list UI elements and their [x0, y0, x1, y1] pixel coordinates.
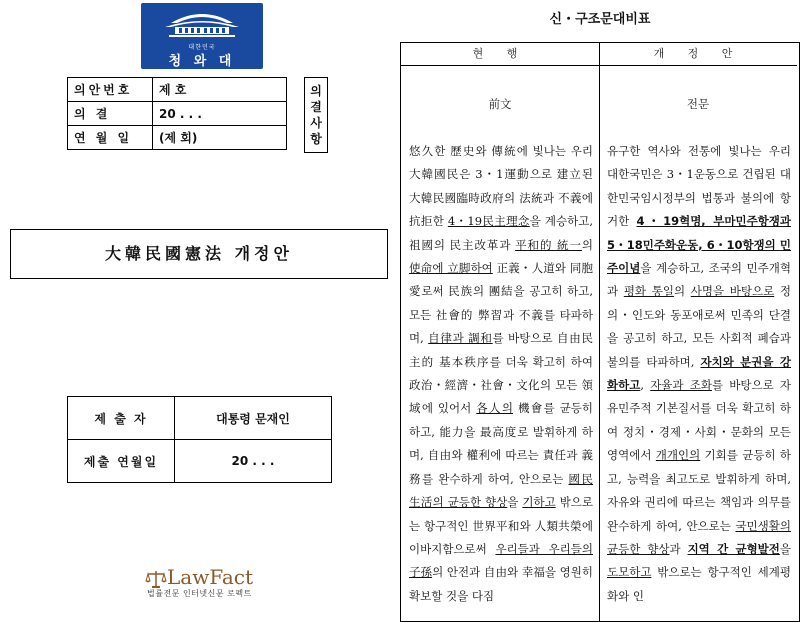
bill-number-label: 의안번호 [68, 78, 153, 102]
text-segment: 正義・人道와 同胞愛로써 民族의 團結을 공고히 하고, 모든 社會的 弊習과 不義를 타파하며, [409, 261, 594, 346]
text-segment: , [640, 378, 651, 393]
bold-amendment-text: 4・19혁명, 부마민주항쟁과 5・18민주화운동, 6・10항쟁의 민주이념 [607, 214, 792, 276]
current-preamble-text [401, 140, 599, 608]
text-segment: 의 [673, 284, 691, 299]
table-row [68, 397, 332, 440]
underlined-text: 4・19民主理念 [447, 214, 530, 229]
comparison-title: 신・구조문대비표 [549, 12, 651, 27]
lawfact-tagline: 법률전문 인터넷신문 로펙트 [147, 589, 252, 598]
scales-icon [145, 569, 167, 589]
bold-amendment-text: 자치와 분권을 강화하고 [607, 354, 791, 393]
text-segment: 밖으로는 항구적인 世界平和와 人類共榮에 이바지함으로써 [409, 495, 594, 556]
bold-amendment-text: 지역 간 균형발전 [687, 541, 780, 556]
lawfact-logo [145, 565, 270, 605]
underlined-text: 各人의 [476, 401, 513, 416]
underlined-text: 使命에 立脚하여 [409, 261, 493, 276]
table-row [68, 126, 287, 150]
resolution-char: 결 [310, 100, 322, 114]
proposed-header: 개 정 안 [599, 43, 797, 66]
text-segment: 의 [581, 237, 594, 252]
underlined-text: 國民生活의 균등한 향상 [409, 471, 594, 510]
text-segment: 을 계승하고, 조국의 민주개혁과 [607, 261, 791, 299]
proposed-preamble-text [599, 140, 797, 608]
table-row [68, 102, 287, 126]
session-value: (제 회) [153, 126, 287, 150]
current-section-title: 前文 [488, 97, 512, 111]
text-segment: 유구한 역사와 전통에 빛나는 우리 대한국민은 3・1운동으로 건립된 대한민국임시정부의 법통과 불의에 항거한 [607, 144, 791, 229]
underlined-text: 平和的 統一 [515, 237, 582, 252]
text-segment: 밖으로는 항구적인 세계평화와 인 [607, 565, 791, 603]
table-row [68, 78, 287, 102]
resolution-label: 의 결 [68, 102, 153, 126]
text-segment: 을 계승하고, 祖國의 民主改革과 [409, 214, 594, 252]
resolution-char: 의 [310, 84, 322, 98]
resolution-char: 사 [310, 116, 322, 130]
resolution-matters-box [304, 77, 328, 153]
lawfact-name: LawFact [167, 565, 254, 589]
underlined-text: 자율과 조화 [650, 378, 712, 393]
underlined-text: 우리들과 우리들의 子孫 [409, 541, 594, 580]
resolution-value: 20 . . . [153, 102, 287, 126]
table-row [68, 440, 332, 483]
document-title: 大韓民國憲法 개정안 [10, 229, 388, 279]
current-column [401, 43, 600, 621]
submission-table [67, 396, 332, 483]
text-segment: 를 바탕으로 자유민주적 기본질서를 더욱 확고히 하여 정치・경제・사회・문화의 모든 영역에서 [607, 378, 791, 463]
blue-house-icon [141, 3, 263, 43]
underlined-text: 사명을 바탕으로 [690, 284, 775, 299]
emblem-name: 청 와 대 [168, 54, 236, 69]
underlined-text: 평화 통일 [623, 284, 674, 299]
submitter-value: 대통령 문재인 [175, 397, 332, 440]
underlined-text: 개개인의 [655, 448, 701, 463]
emblem-subtitle: 대한민국 [188, 44, 216, 51]
underlined-text: 국민생활의 균등한 향상 [607, 518, 791, 556]
submit-date-label: 제출 연월일 [68, 440, 175, 483]
text-segment: 을 [507, 495, 523, 510]
text-segment: 悠久한 歷史와 傳統에 빛나는 우리 大韓國民은 3・1運動으로 建立된 大韓民國臨時政府의 法統과 不義에 抗拒한 [409, 144, 593, 229]
text-segment: 의 안전과 自由와 幸福을 영원히 확보할 것을 다짐 [409, 565, 593, 603]
date-label: 연 월 일 [68, 126, 153, 150]
underlined-text: 도모하고 [607, 565, 652, 580]
text-segment: 機會를 균등히 하고, 能力을 最高度로 발휘하게 하며, 自由와 權利에 따르는 責任과 義務를 완수하게 하여, 안으로는 [409, 401, 594, 486]
submitter-label: 제 출 자 [68, 397, 175, 440]
text-segment: 기회를 균등히 하고, 능력을 최고도로 발휘하게 하며, 자유와 권리에 따르는 책임과 의무를 완수하게 하여, 안으로는 [607, 448, 791, 533]
cheongwadae-emblem [141, 3, 263, 69]
bill-info-table [67, 77, 287, 150]
comparison-table [400, 42, 800, 622]
submit-date-value: 20 . . . [175, 440, 332, 483]
current-header: 현 행 [401, 43, 599, 66]
text-segment: 를 바탕으로 自由民主的 基本秩序를 더욱 확고히 하여 政治・經濟・社會・文化의 모든 領域에 있어서 [409, 331, 594, 416]
resolution-char: 항 [310, 132, 322, 146]
proposed-section-title: 전문 [686, 97, 710, 111]
underlined-text: 기하고 [522, 495, 556, 510]
proposed-column [599, 43, 797, 621]
underlined-text: 自律과 調和 [428, 331, 493, 346]
text-segment: 과 [669, 541, 688, 556]
bill-number-value: 제 호 [153, 78, 287, 102]
text-segment: 을 [779, 541, 792, 556]
text-segment: 정의・인도와 동포애로써 민족의 단결을 공고히 하고, 모든 사회적 폐습과 불의를 타파하며, [607, 284, 792, 369]
